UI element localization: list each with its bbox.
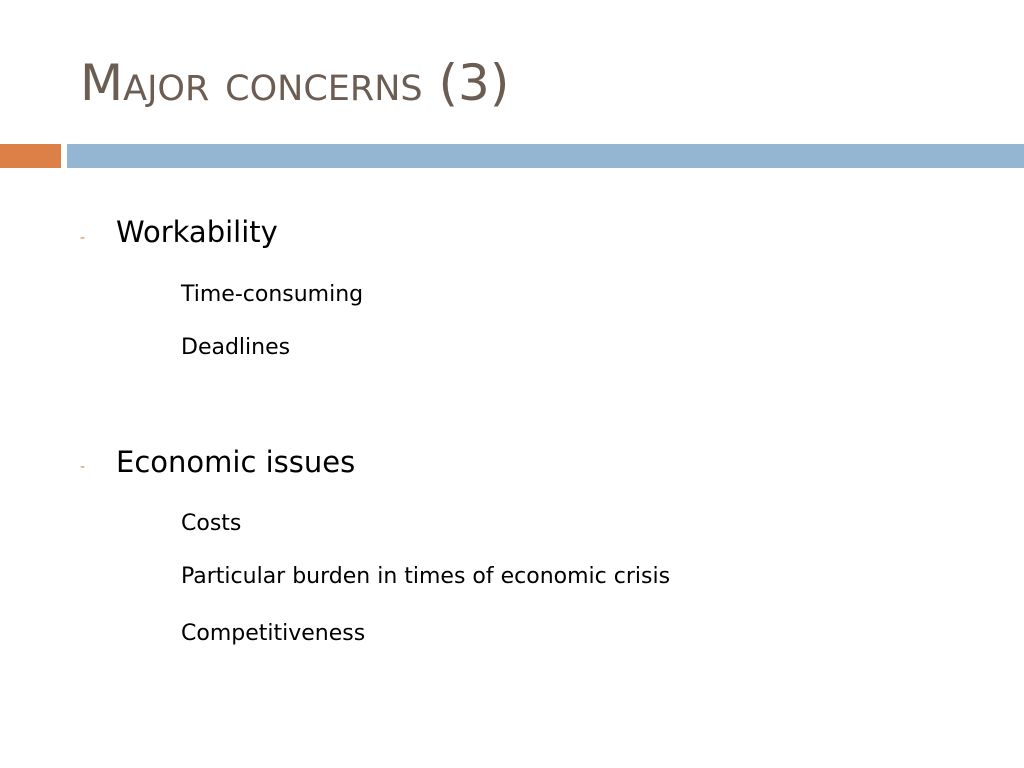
list-item: Particular burden in times of economic crisis <box>181 564 671 589</box>
section-heading-economic-issues: Economic issues <box>116 445 356 479</box>
list-item: Time-consuming <box>181 282 364 307</box>
bullet-dash: - <box>80 459 86 475</box>
slide-title: Major concerns (3) <box>80 54 510 112</box>
bullet-dash: - <box>80 230 86 246</box>
list-item: Competitiveness <box>181 621 366 646</box>
list-item: Costs <box>181 511 242 536</box>
title-rule-bar <box>67 144 1024 168</box>
section-heading-workability: Workability <box>116 215 278 249</box>
list-item: Deadlines <box>181 335 291 360</box>
title-accent-bar <box>0 144 61 168</box>
